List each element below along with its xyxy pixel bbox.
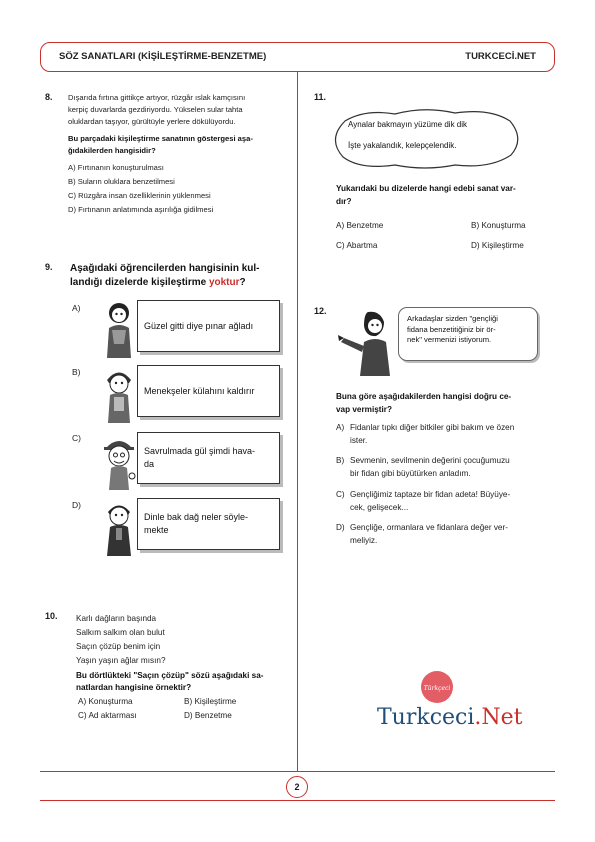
q11-option-d[interactable]: D) Kişileştirme: [471, 241, 524, 250]
q9-number: 9.: [45, 262, 53, 272]
q12-number: 12.: [314, 306, 327, 316]
q10-option-c[interactable]: C) Ad aktarması: [78, 711, 137, 720]
q9-title-end: ?: [239, 277, 246, 288]
q9-title: [70, 262, 285, 290]
logo-main: Turkceci: [377, 705, 475, 730]
q12-question-line-1: Buna göre aşağıdakilerden hangisi doğru ce-: [336, 392, 512, 401]
q12-option-d-line-1[interactable]: Gençliğe, ormanlara ve fidanlara değer ver-: [350, 523, 508, 532]
header-box: [40, 42, 555, 72]
q10-option-b[interactable]: B) Kişileştirme: [184, 697, 237, 706]
q9-title-red: yoktur: [208, 277, 240, 288]
q9-option-b-letter[interactable]: B): [72, 367, 81, 377]
footer-line-bottom: [40, 800, 555, 801]
q9-speech-d-line-2: mekte: [144, 525, 169, 535]
q9-speech-a-text: Güzel gitti diye pınar ağladı: [144, 320, 254, 331]
q12-question-line-2: vap vermiştir?: [336, 405, 392, 414]
logo-badge-text: Türkçeci: [423, 685, 451, 692]
student-a-figure: [98, 300, 140, 358]
q11-cloud-line-1: Aynalar bakmayın yüzüme dik dik: [348, 120, 468, 129]
q12-option-c-letter[interactable]: C): [336, 490, 345, 499]
q11-question-line-2: dır?: [336, 197, 352, 206]
teacher-figure: [338, 308, 400, 376]
q10-question-line-1: Bu dörtlükteki "Saçın çözüp" sözü aşağıdaki sa-: [76, 671, 264, 680]
q12-option-a-letter[interactable]: A): [336, 423, 345, 432]
q12-bubble-line-1: Arkadaşlar sizden "gençliği: [407, 314, 498, 323]
q9-option-c-letter[interactable]: C): [72, 433, 81, 443]
q9-speech-b-text: Menekşeler külahını kaldırır: [144, 385, 255, 396]
header-site: TURKCECİ.NET: [465, 51, 536, 62]
footer-line-top: [40, 771, 555, 772]
q8-passage-line-1: Dışarıda fırtına gittikçe artıyor, rüzgâr ıslak kamçısını: [68, 93, 246, 102]
q12-speech-bubble: [398, 307, 538, 361]
q9-title-line-2: landığı dizelerde kişileştirme: [70, 277, 209, 288]
q12-option-c-line-1[interactable]: Gençliğimiz taptaze bir fidan adeta! Büyüye-: [350, 490, 511, 499]
q10-question-line-2: natlardan hangisine örnektir?: [76, 683, 192, 692]
turkceci-logo[interactable]: [377, 705, 523, 730]
q8-number: 8.: [45, 92, 53, 102]
q10-number: 10.: [45, 611, 58, 621]
q8-option-d[interactable]: D) Fırtınanın anlatımında aşırılığa gidilmesi: [68, 205, 214, 214]
turkceci-logo-badge: [420, 670, 454, 704]
q11-option-c[interactable]: C) Abartma: [336, 241, 378, 250]
q12-option-b-line-1[interactable]: Sevmenin, sevilmenin değerini çocuğumuzu: [350, 456, 510, 465]
q9-speech-b[interactable]: [137, 365, 280, 417]
q10-poem-line-2: Salkım salkım olan bulut: [76, 628, 165, 637]
q12-option-d-letter[interactable]: D): [336, 523, 345, 532]
q8-passage-line-2: kerpiç duvarlarda gezdiriyordu. Yükselen sular tahta: [68, 105, 243, 114]
q10-option-a[interactable]: A) Konuşturma: [78, 697, 133, 706]
q11-thought-cloud: [325, 107, 525, 171]
q10-poem-line-1: Karlı dağların başında: [76, 614, 157, 623]
column-divider: [297, 72, 298, 772]
q12-option-d-line-2[interactable]: meliyiz.: [350, 536, 378, 545]
q9-speech-d-text: [144, 511, 248, 537]
q9-speech-c-text: [144, 445, 255, 471]
q8-option-c[interactable]: C) Rüzgâra insan özelliklerinin yüklenmesi: [68, 191, 211, 200]
q8-question-line-1: Bu parçadaki kişileştirme sanatının göstergesi aşa-: [68, 134, 253, 143]
logo-suffix: .Net: [474, 705, 523, 730]
q9-title-line-1: Aşağıdaki öğrencilerden hangisinin kul-: [70, 263, 260, 274]
q9-speech-a[interactable]: [137, 300, 280, 352]
student-d-figure: [98, 498, 140, 556]
q9-speech-d-line-1: Dinle bak dağ neler söyle-: [144, 512, 249, 522]
q12-option-b-line-2[interactable]: bir fidan gibi büyütürken anladım.: [350, 469, 471, 478]
q12-option-c-line-2[interactable]: cek, gelişecek...: [350, 503, 409, 512]
q11-cloud-line-2: İşte yakalandık, kelepçelendik.: [348, 141, 457, 150]
q8-option-a[interactable]: A) Fırtınanın konuşturulması: [68, 163, 164, 172]
q8-question-line-2: ğıdakilerden hangisidir?: [68, 146, 156, 155]
q9-speech-d[interactable]: [137, 498, 280, 550]
q10-option-d[interactable]: D) Benzetme: [184, 711, 232, 720]
q11-number: 11.: [314, 92, 327, 102]
q9-speech-c-line-1: Savrulmada gül şimdi hava-: [144, 446, 256, 456]
q10-poem-line-3: Saçın çözüp benim için: [76, 642, 161, 651]
q12-bubble-line-2: fidana benzetitiğiniz bir ör-: [407, 324, 496, 334]
q8-passage-line-3: oluklardan taşıyor, gürültüyle yerlere dökülüyordu.: [68, 117, 236, 126]
q12-option-a-line-2[interactable]: ister.: [350, 436, 368, 445]
q9-speech-c[interactable]: [137, 432, 280, 484]
page-number: 2: [286, 776, 308, 798]
q8-option-b[interactable]: B) Suların oluklara benzetilmesi: [68, 177, 175, 186]
q11-question-line-1: Yukarıdaki bu dizelerde hangi edebi sanat var-: [336, 184, 516, 193]
q11-option-b[interactable]: B) Konuşturma: [471, 221, 526, 230]
q12-bubble-line-3: nek" vermenizi istiyorum.: [407, 335, 492, 344]
q9-option-d-letter[interactable]: D): [72, 500, 81, 510]
q9-speech-c-line-2: da: [144, 459, 155, 469]
student-c-figure: [98, 432, 140, 490]
student-b-figure: [98, 365, 140, 423]
q11-option-a[interactable]: A) Benzetme: [336, 221, 384, 230]
q12-option-b-letter[interactable]: B): [336, 456, 345, 465]
header-title: SÖZ SANATLARI (KİŞİLEŞTİRME-BENZETME): [59, 51, 267, 62]
q10-poem-line-4: Yaşın yaşın ağlar mısın?: [76, 656, 166, 665]
q9-option-a-letter[interactable]: A): [72, 303, 81, 313]
q12-option-a-line-1[interactable]: Fidanlar tıpkı diğer bitkiler gibi bakım ve özen: [350, 423, 515, 432]
